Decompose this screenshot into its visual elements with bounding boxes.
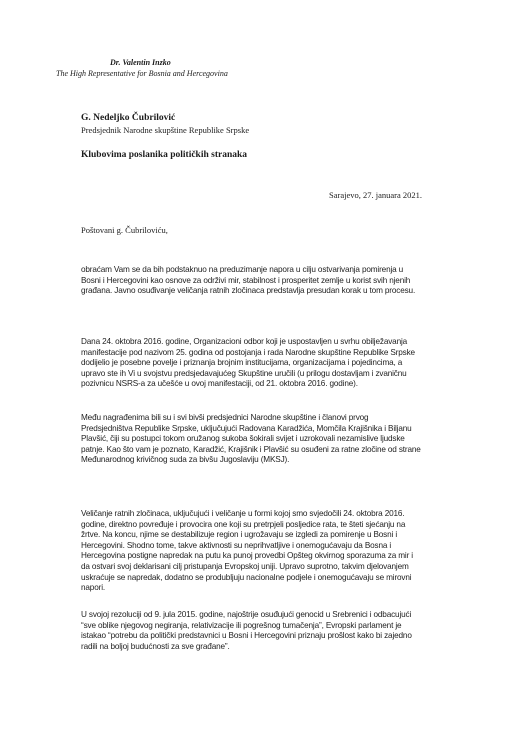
letterhead (56, 58, 456, 79)
letter-date: Sarajevo, 27. januara 2021. (329, 190, 422, 200)
recipient-group: Klubovima poslanika političkih stranaka (81, 150, 248, 160)
recipient-name: G. Nedeljko Čubrilović (81, 113, 176, 123)
recipient-block (81, 112, 461, 161)
paragraph-1: obraćam Vam se da bih podstaknuo na preduzimanje napora u cilju ostvarivanja pomirenja u Bosni i Hercegovini kao osnove za održivi mir, stabilnost i prosperitet zemlje u korist svih njenih građana. Javno osuđivanje veličanja ratnih zločinaca predstavlja presudan korak u tom procesu. (81, 265, 416, 296)
paragraph-3: Među nagrađenima bili su i svi bivši predsjednici Narodne skupštine i članovi prvog Predsjedništva Republike Srpske, uključujući Radovana Karadžića, Momčila Krajišnika i Biljanu Plavšić, čiji su postupci tokom oružanog sukoba šokirali svijet i uzrokovali nezamislive ljudske patnje. Kao što vam je poznato, Karadžić, Krajišnik i Plavšić su osuđeni za ratne zločine od strane Međunarodnog krivičnog suda za bivšu Jugoslaviju (MKSJ). (81, 413, 421, 465)
paragraph-4: Veličanje ratnih zločinaca, uključujući i veličanje u formi kojoj smo svjedočili 24. oktobra 2016. godine, direktno povređuje i provocira one koji su pretrpjeli posljedice rata, te šteti sjećanju na žrtve. Na koncu, njime se destabilizuje region i ugrožavaju se izgledi za pomirenje u Bosni i Hercegovini. Shodno tome, takve aktivnosti su neprihvatljive i onemogućavaju da Bosna i Hercegovina postigne napredak na putu ka punoj provedbi Opšteg okvirnog sporazuma za mir i da ostvari svoj deklarisani cilj pristupanja Evropskoj uniji. Upravo suprotno, takvim djelovanjem uskraćuje se napredak, dodatno se produbljuju nacionalne podjele i onemogućavaju se mirovni napori. (81, 509, 413, 593)
paragraph-2: Dana 24. oktobra 2016. godine, Organizacioni odbor koji je uspostavljen u svrhu obilježavanja manifestacije pod nazivom 25. godina od postojanja i rada Narodne skupštine Republike Srpske dodijelio je posebne povelje i priznanja brojnim institucijama, organizacijama i pojedincima, a upravo ste ih Vi u svojstvu predsjedavajućeg Skupštine uručili (u prilogu dostavljam i zvaničnu pozivnicu NSRS-a za učešće u ovoj manifestaciji, od 21. oktobra 2016. godine). (81, 337, 415, 389)
paragraph-5: U svojoj rezoluciji od 9. jula 2015. godine, najoštrije osuđujući genocid u Srebrenici i odbacujući “sve oblike njegovog negiranja, relativizacije ili pogrešnog tumačenja”, Evropski parlament je istakao “potrebu da politički predstavnici u Bosni i Hercegovini priznaju prošlost kako bi zajedno radili na boljoj budućnosti za sve građane”. (81, 610, 412, 651)
salutation: Poštovani g. Čubriloviću, (81, 225, 168, 235)
sender-name: Dr. Valentin Inzko (110, 58, 171, 67)
recipient-position: Predsjednik Narodne skupštine Republike Srpske (81, 125, 250, 135)
sender-title: The High Representative for Bosnia and Hercegovina (56, 69, 228, 78)
